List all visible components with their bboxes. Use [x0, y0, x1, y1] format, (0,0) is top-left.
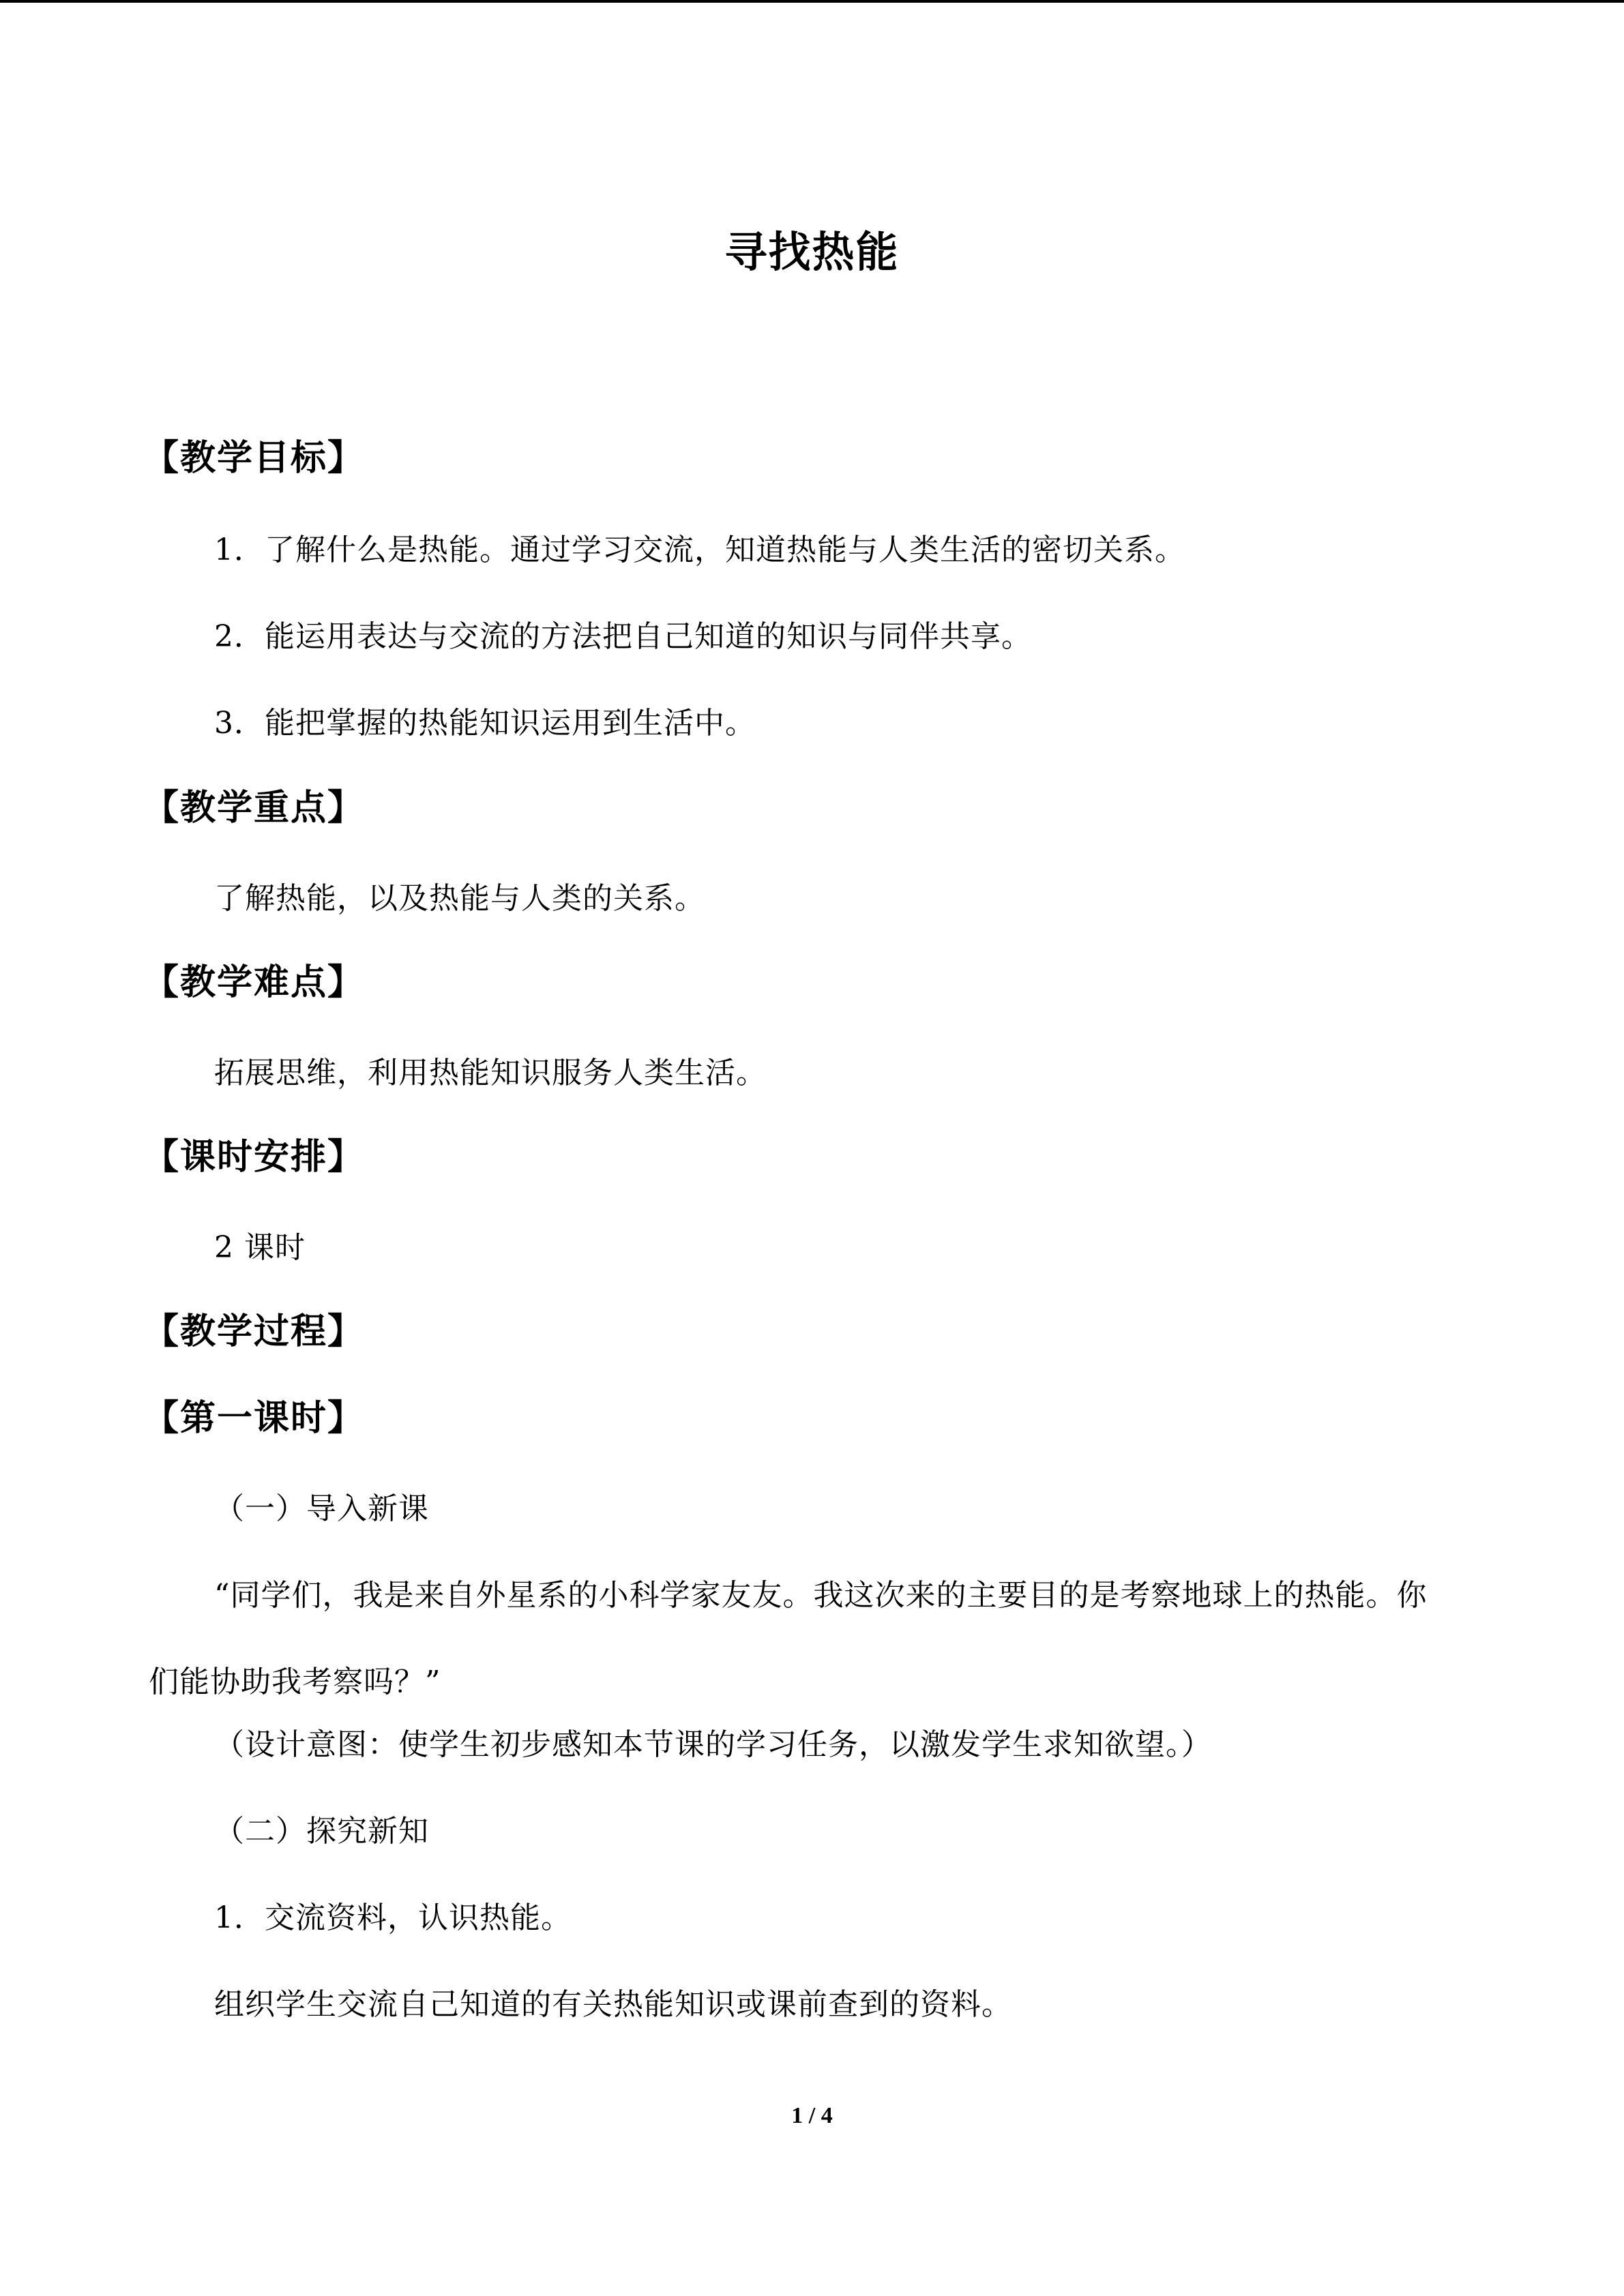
intro-quote-paragraph: “同学们，我是来自外星系的小科学家友友。我这次来的主要目的是考察地球上的热能。你们能协助我考察吗？”: [149, 1578, 1428, 1699]
goal-item-3: 3．能把掌握的热能知识运用到生活中。: [214, 706, 756, 741]
heading-teaching-goals: 【教学目标】: [143, 438, 365, 479]
heading-schedule: 【课时安排】: [143, 1137, 365, 1178]
top-border-line: [0, 0, 1624, 3]
heading-key-points: 【教学重点】: [143, 788, 365, 829]
heading-first-lesson: 【第一课时】: [143, 1398, 365, 1439]
heading-difficulties: 【教学难点】: [143, 962, 365, 1003]
goal-item-2: 2．能运用表达与交流的方法把自己知道的知识与同伴共享。: [214, 619, 1032, 654]
document-title: 寻找热能: [724, 227, 900, 277]
page-number: 1 / 4: [791, 2103, 833, 2128]
intro-subheading: （一）导入新课: [214, 1491, 429, 1526]
design-intent-note: （设计意图：使学生初步感知本节课的学习任务，以激发学生求知欲望。）: [214, 1727, 1212, 1762]
heading-teaching-process: 【教学过程】: [143, 1311, 365, 1352]
key-points-text: 了解热能，以及热能与人类的关系。: [214, 881, 705, 916]
schedule-text: 2 课时: [214, 1230, 306, 1265]
difficulties-text: 拓展思维，利用热能知识服务人类生活。: [214, 1056, 767, 1090]
explore-subheading: （二）探究新知: [214, 1814, 429, 1849]
goal-item-1: 1．了解什么是热能。通过学习交流，知道热能与人类生活的密切关系。: [214, 533, 1185, 567]
explore-step-1-text: 组织学生交流自己知道的有关热能知识或课前查到的资料。: [214, 1987, 1012, 2022]
explore-step-1: 1．交流资料，认识热能。: [214, 1900, 572, 1935]
